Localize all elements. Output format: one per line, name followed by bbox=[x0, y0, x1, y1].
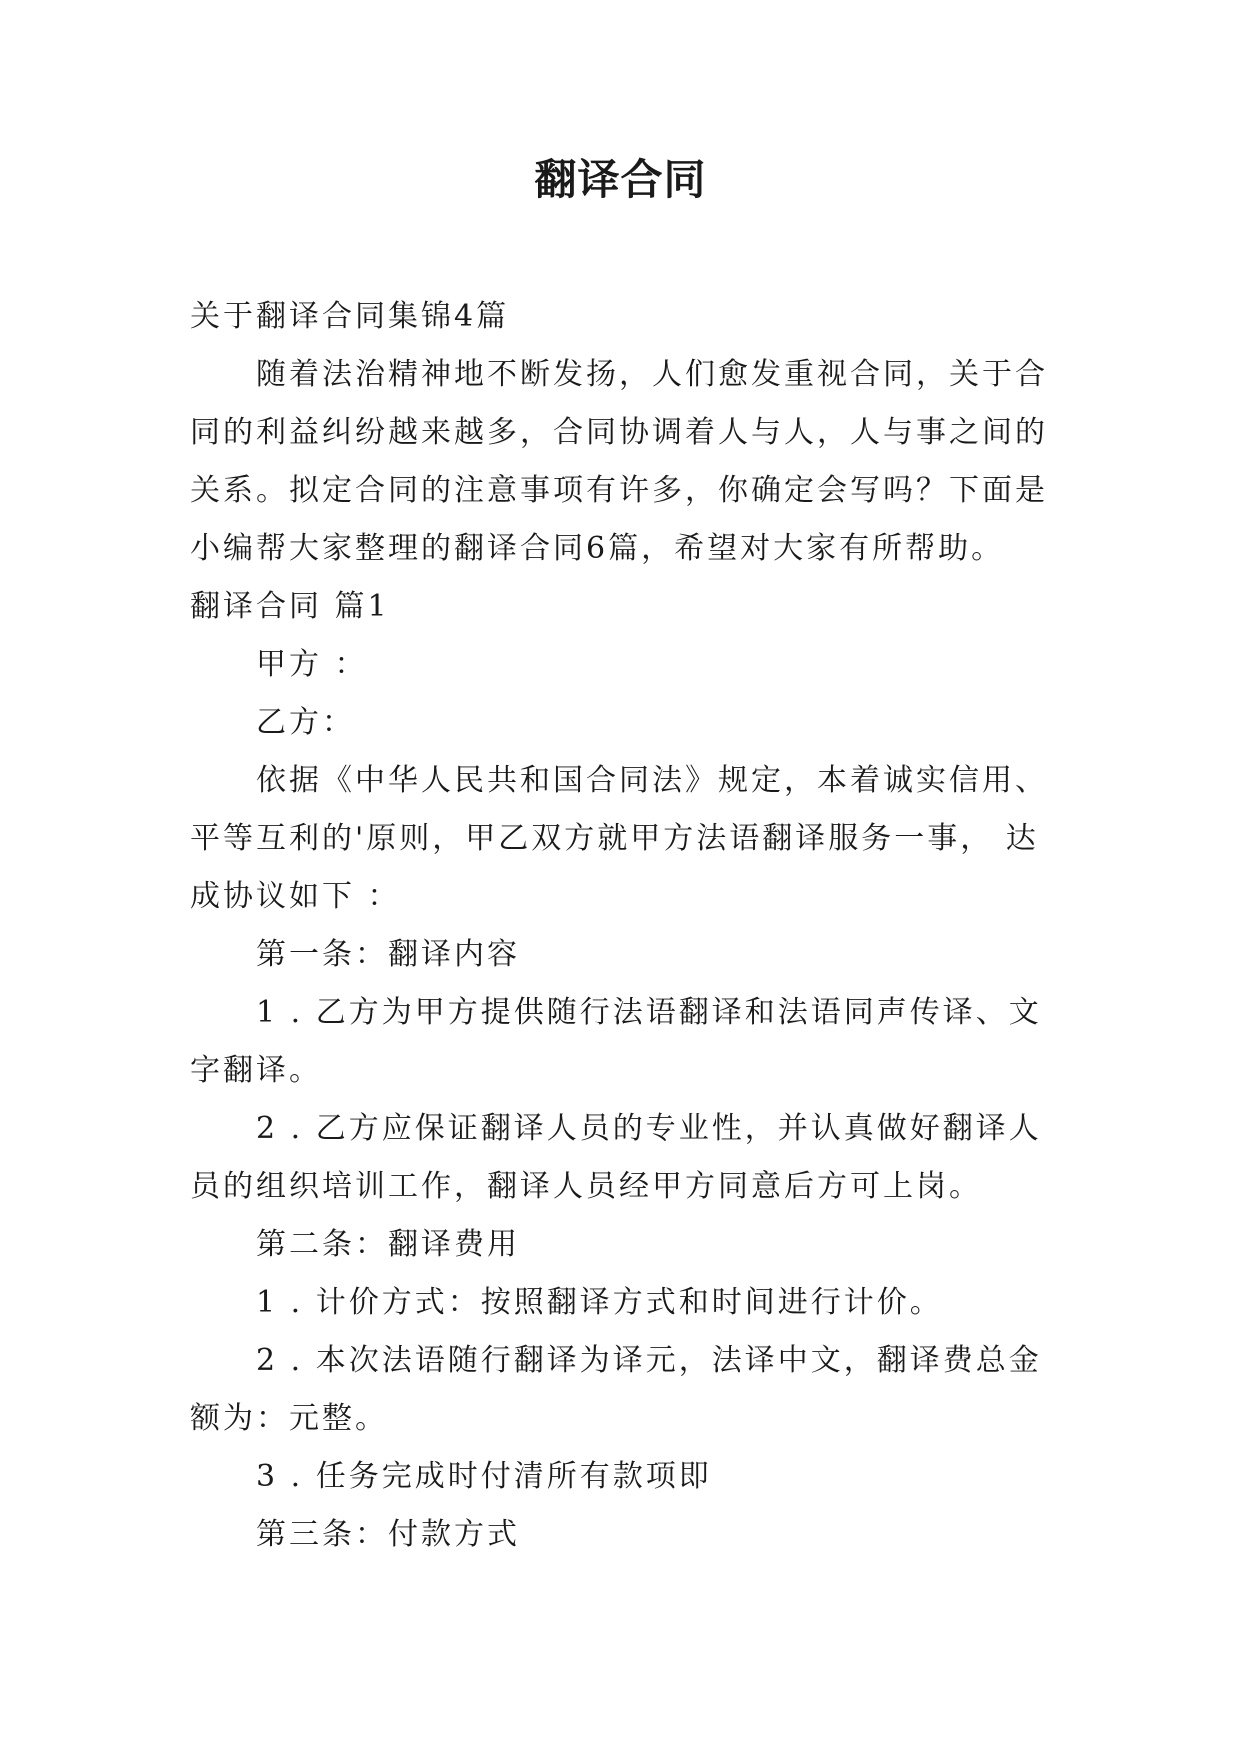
party-b-line: 乙方： bbox=[256, 705, 355, 740]
document-body bbox=[190, 288, 1060, 1564]
article-2-item-1: 1 . 计价方式：按照翻译方式和时间进行计价。 bbox=[256, 1285, 943, 1320]
document-subtitle: 关于翻译合同集锦4篇 bbox=[190, 299, 510, 334]
article-1-item-2: 2 . 乙方应保证翻译人员的专业性，并认真做好翻译人员的组织培训工作，翻译人员经甲方同意后方可上岗。 bbox=[190, 1111, 1042, 1204]
preamble-paragraph: 依据《中华人民共和国合同法》规定，本着诚实信用、平等互利的'原则，甲乙双方就甲方法语翻译服务一事， 达成协议如下 ： bbox=[190, 763, 1048, 914]
document-title: 翻译合同 bbox=[534, 155, 707, 204]
article-3-title: 第三条：付款方式 bbox=[256, 1517, 520, 1552]
article-2-item-3: 3 . 任务完成时付清所有款项即 bbox=[256, 1459, 712, 1494]
article-1-title: 第一条：翻译内容 bbox=[256, 937, 520, 972]
intro-paragraph: 随着法治精神地不断发扬，人们愈发重视合同，关于合同的利益纠纷越来越多，合同协调着人与人，人与事之间的关系。拟定合同的注意事项有许多，你确定会写吗？下面是小编帮大家整理的翻译合同6篇，希望对大家有所帮助。 bbox=[190, 357, 1048, 566]
article-2-title: 第二条：翻译费用 bbox=[256, 1227, 520, 1262]
article-2-item-2: 2 . 本次法语随行翻译为译元，法译中文，翻译费总金额为：元整。 bbox=[190, 1343, 1042, 1436]
party-a-line: 甲方 ： bbox=[256, 647, 368, 682]
section-heading: 翻译合同 篇1 bbox=[190, 589, 390, 624]
article-1-item-1: 1 . 乙方为甲方提供随行法语翻译和法语同声传译、文字翻译。 bbox=[190, 995, 1042, 1088]
